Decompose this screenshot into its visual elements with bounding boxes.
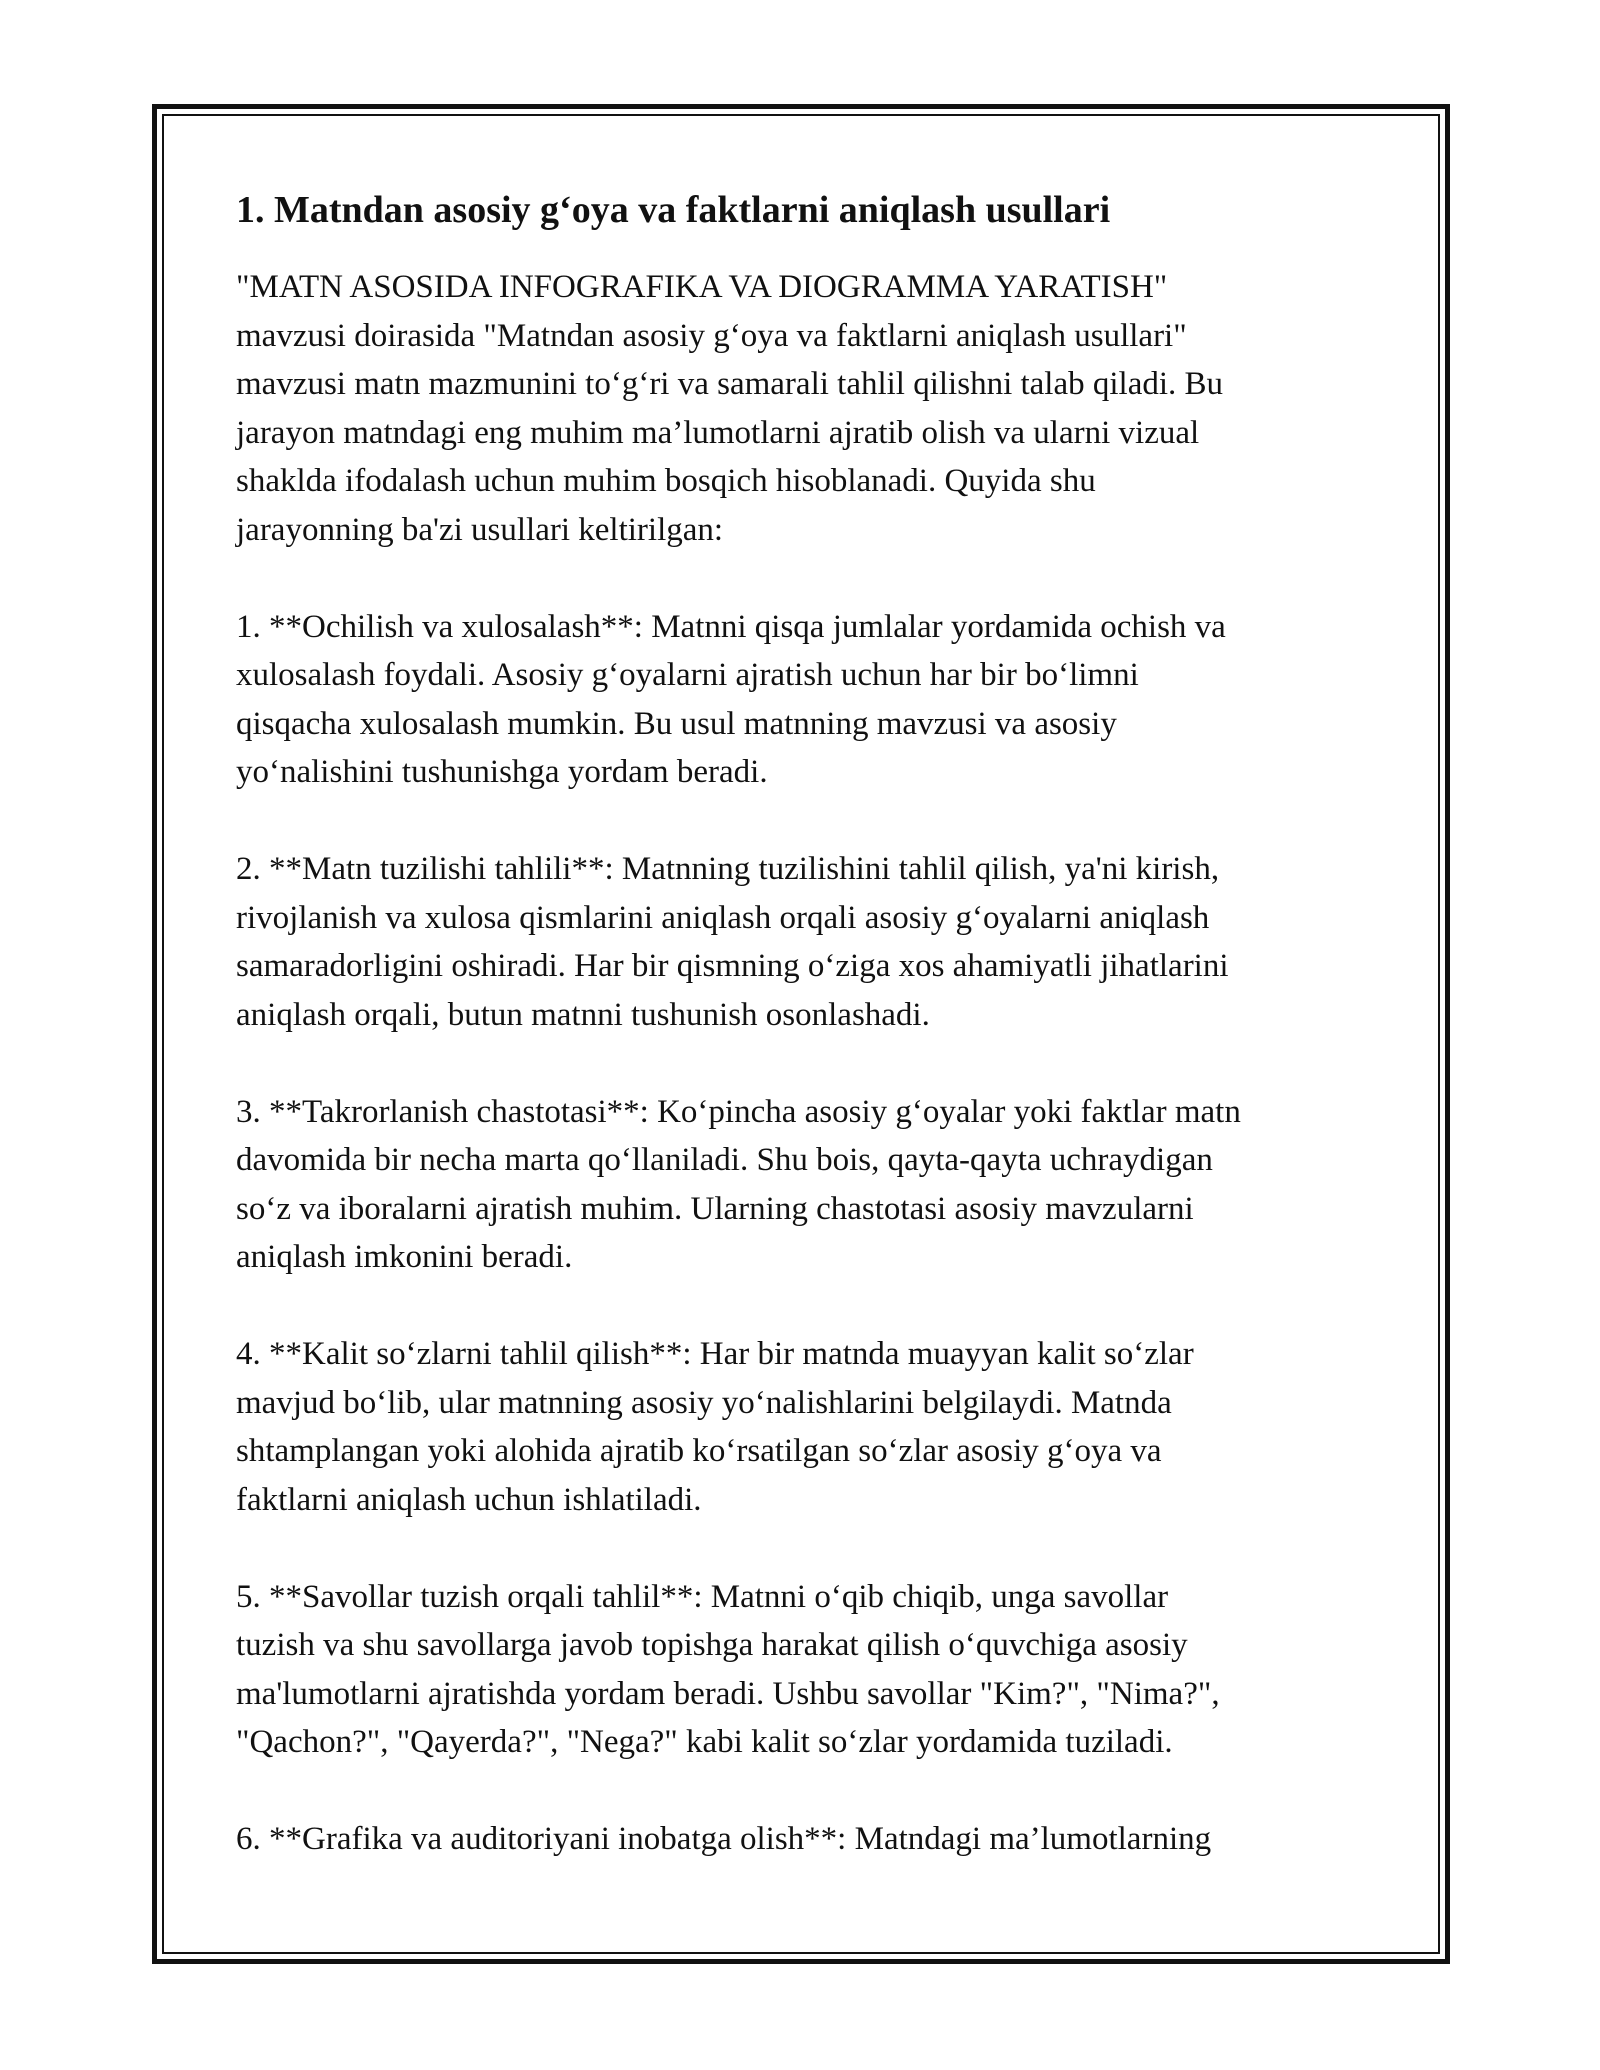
section-heading: 1. Matndan asosiy g‘oya va faktlarni aniqlash usullari	[236, 189, 1111, 231]
text-line: mavjud bo‘lib, ular matnning asosiy yo‘nalishlarini belgilaydi. Matnda	[236, 1384, 1172, 1421]
text-line: shaklda ifodalash uchun muhim bosqich hisoblanadi. Quyida shu	[236, 463, 1096, 500]
text-line: qisqacha xulosalash mumkin. Bu usul matnning mavzusi va asosiy	[236, 705, 1117, 742]
text-line: xulosalash foydali. Asosiy g‘oyalarni ajratish uchun har bir bo‘limni	[236, 657, 1139, 694]
text-line: tuzish va shu savollarga javob topishga harakat qilish o‘quvchiga asosiy	[236, 1627, 1188, 1664]
text-line: 4. **Kalit so‘zlarni tahlil qilish**: Har bir matnda muayyan kalit so‘zlar	[236, 1336, 1194, 1373]
text-line: 3. **Takrorlanish chastotasi**: Ko‘pincha asosiy g‘oyalar yoki faktlar matn	[236, 1093, 1241, 1130]
method-item-5	[236, 1573, 1366, 1767]
text-line: faktlarni aniqlash uchun ishlatiladi.	[236, 1481, 702, 1518]
text-line: 5. **Savollar tuzish orqali tahlil**: Matnni o‘qib chiqib, unga savollar	[236, 1578, 1169, 1615]
text-line: samaradorligini oshiradi. Har bir qismning o‘ziga xos ahamiyatli jihatlarini	[236, 948, 1229, 985]
method-item-3	[236, 1088, 1366, 1282]
text-line: jarayonning ba'zi usullari keltirilgan:	[236, 511, 724, 548]
document-body	[236, 186, 1366, 1864]
text-line: davomida bir necha marta qo‘llaniladi. Shu bois, qayta-qayta uchraydigan	[236, 1142, 1213, 1179]
text-line: yo‘nalishini tushunishga yordam beradi.	[236, 754, 768, 791]
intro-paragraph	[236, 263, 1366, 554]
text-line: jarayon matndagi eng muhim ma’lumotlarni ajratib olish va ularni vizual	[236, 414, 1200, 451]
method-item-4	[236, 1330, 1366, 1524]
paragraph-list	[236, 263, 1366, 1864]
method-item-2	[236, 845, 1366, 1039]
text-line: "Qachon?", "Qayerda?", "Nega?" kabi kalit so‘zlar yordamida tuziladi.	[236, 1724, 1173, 1761]
text-line: 1. **Ochilish va xulosalash**: Matnni qisqa jumlalar yordamida ochish va	[236, 608, 1226, 645]
text-line: aniqlash imkonini beradi.	[236, 1239, 573, 1276]
text-line: shtamplangan yoki alohida ajratib ko‘rsatilgan so‘zlar asosiy g‘oya va	[236, 1433, 1162, 1470]
text-line: aniqlash orqali, butun matnni tushunish osonlashadi.	[236, 996, 930, 1033]
text-line: ma'lumotlarni ajratishda yordam beradi. Ushbu savollar "Kim?", "Nima?",	[236, 1675, 1220, 1712]
text-line: 6. **Grafika va auditoriyani inobatga olish**: Matndagi ma’lumotlarning	[236, 1821, 1212, 1858]
method-item-1	[236, 603, 1366, 797]
text-line: "MATN ASOSIDA INFOGRAFIKA VA DIOGRAMMA YARATISH"	[236, 269, 1168, 306]
text-line: so‘z va iboralarni ajratish muhim. Ularning chastotasi asosiy mavzularni	[236, 1190, 1194, 1227]
text-line: rivojlanish va xulosa qismlarini aniqlash orqali asosiy g‘oyalarni aniqlash	[236, 899, 1210, 936]
text-line: mavzusi matn mazmunini to‘g‘ri va samarali tahlil qilishni talab qiladi. Bu	[236, 366, 1224, 403]
text-line: mavzusi doirasida "Matndan asosiy g‘oya va faktlarni aniqlash usullari"	[236, 317, 1187, 354]
text-line: 2. **Matn tuzilishi tahlili**: Matnning tuzilishini tahlil qilish, ya'ni kirish,	[236, 851, 1220, 888]
method-item-6	[236, 1815, 1366, 1864]
